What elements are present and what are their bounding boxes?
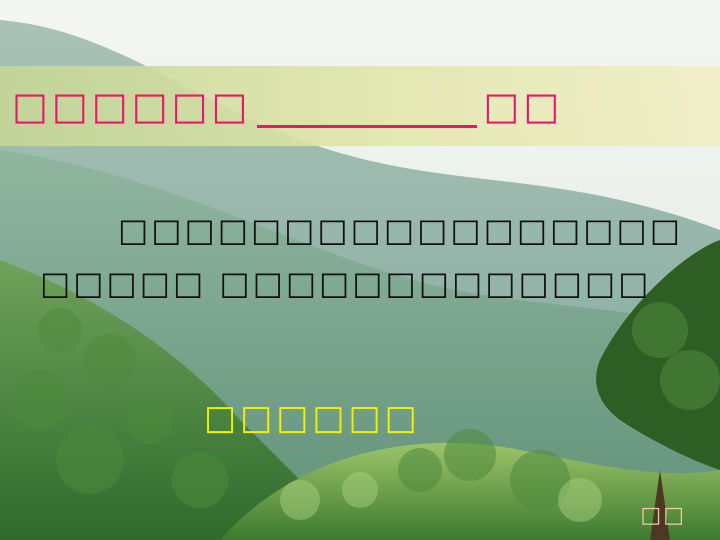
title-text-before: □□□□□□ (12, 84, 252, 128)
answer-text: □□□□□□ (204, 398, 421, 438)
title-text-after: □□ (483, 84, 564, 128)
paragraph-line-2: □□□□□ □□□□□□□□□□□□□ (40, 264, 652, 302)
home-link[interactable]: □□ (640, 503, 686, 528)
paragraph-line-1: □□□□□□□□□□□□□□□□□ (118, 211, 683, 249)
slide-title (12, 84, 563, 128)
fill-in-blank (257, 85, 477, 128)
